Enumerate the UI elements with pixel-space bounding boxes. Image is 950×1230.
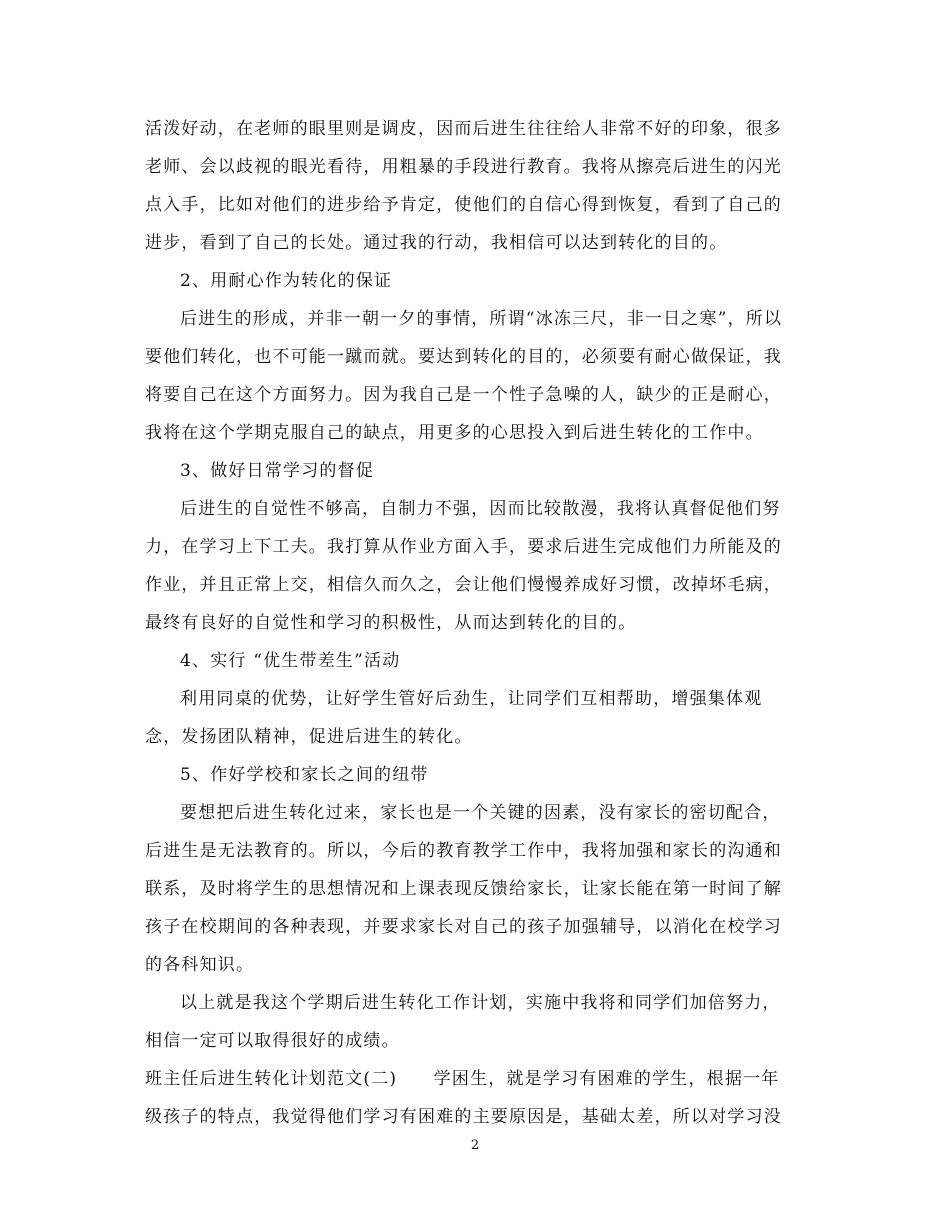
document-title-line: 班主任后进生转化计划范文(二) 学困生，就是学习有困难的学生，根据一年 [145,1069,780,1089]
paragraph-line: 后进生的形成，并非一朝一夕的事情，所谓“冰冻三尺，非一日之寒”，所以 [180,309,783,329]
paragraph-line: 级孩子的特点，我觉得他们学习有困难的主要原因是，基础太差，所以对学习没 [145,1107,782,1127]
paragraph-line: 将要自己在这个方面努力。因为我自己是一个性子急噪的人，缺少的正是耐心， [145,385,782,405]
paragraph-line: 最终有良好的自觉性和学习的积极性，从而达到转化的目的。 [145,613,637,633]
paragraph-line: 点入手，比如对他们的进步给予肯定，使他们的自信心得到恢复，看到了自己的 [145,195,782,215]
paragraph-line: 相信一定可以取得很好的成绩。 [145,1031,400,1051]
paragraph-line: 孩子在校期间的各种表现，并要求家长对自己的孩子加强辅导，以消化在校学习 [145,917,782,937]
paragraph-line: 活泼好动，在老师的眼里则是调皮，因而后进生往往给人非常不好的印象，很多 [145,119,782,139]
paragraph-line: 后进生的自觉性不够高，自制力不强，因而比较散漫，我将认真督促他们努 [180,499,781,519]
paragraph-line: 进步，看到了自己的长处。通过我的行动，我相信可以达到转化的目的。 [145,233,728,253]
paragraph-line: 作业，并且正常上交，相信久而久之，会让他们慢慢养成好习惯，改掉坏毛病， [145,575,782,595]
paragraph-line: 我将在这个学期克服自己的缺点，用更多的心思投入到后进生转化的工作中。 [145,423,764,443]
section-heading: 3、做好日常学习的督促 [180,461,375,481]
paragraph-line: 后进生是无法教育的。所以，今后的教育教学工作中，我将加强和家长的沟通和 [145,841,782,861]
paragraph-line: 联系，及时将学生的思想情况和上课表现反馈给家长，让家长能在第一时间了解 [145,879,782,899]
paragraph-line: 以上就是我这个学期后进生转化工作计划，实施中我将和同学们加倍努力， [180,993,781,1013]
paragraph-line: 力，在学习上下工夫。我打算从作业方面入手，要求后进生完成他们力所能及的 [145,537,782,557]
paragraph-line: 的各科知识。 [145,955,255,975]
section-heading: 2、用耐心作为转化的保证 [180,271,393,291]
paragraph-line: 要他们转化，也不可能一蹴而就。要达到转化的目的，必须要有耐心做保证，我 [145,347,782,367]
paragraph-line: 老师、会以歧视的眼光看待，用粗暴的手段进行教育。我将从擦亮后进生的闪光 [145,157,782,177]
paragraph-line: 要想把后进生转化过来，家长也是一个关键的因素，没有家长的密切配合， [180,803,781,823]
section-heading: 4、实行 “优生带差生”活动 [180,651,401,671]
paragraph-line: 利用同桌的优势，让好学生管好后劲生，让同学们互相帮助，增强集体观 [180,689,763,709]
page-number: 2 [470,1138,480,1153]
paragraph-line: 念，发扬团队精神，促进后进生的转化。 [145,727,473,747]
section-heading: 5、作好学校和家长之间的纽带 [180,765,429,785]
